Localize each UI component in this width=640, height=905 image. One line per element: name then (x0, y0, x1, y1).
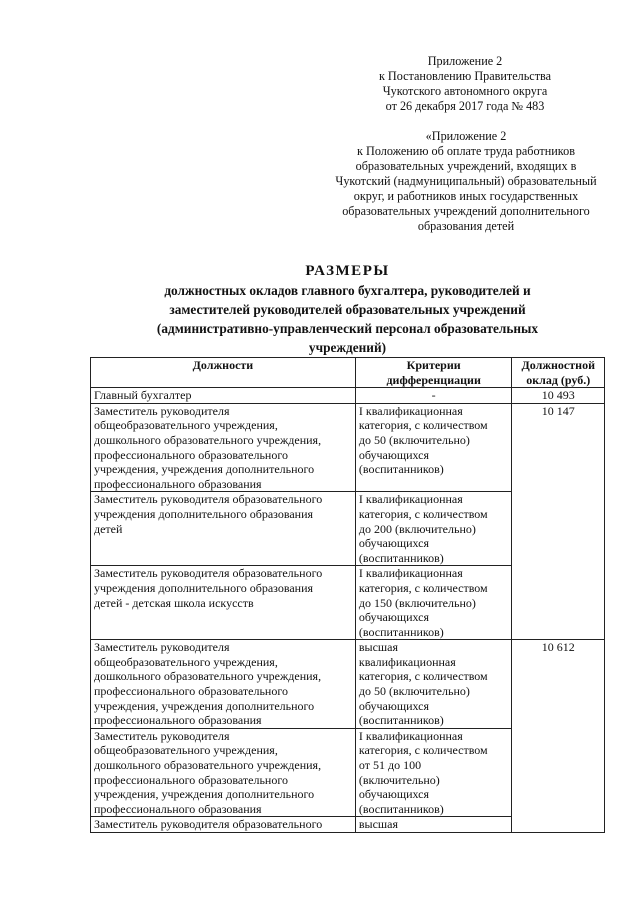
position-line: Заместитель руководителя (94, 403, 230, 418)
salary-cell: 10 147 (512, 403, 605, 640)
salary-table (90, 357, 605, 833)
appendix-original-line: к Положению об оплате труда работников (357, 144, 575, 158)
table-row (91, 403, 605, 492)
criteria-line: до 50 (включительно) (358, 432, 470, 447)
position-line: общеобразовательного учреждения, (94, 418, 278, 433)
criteria-cell (355, 566, 512, 640)
criteria-line: (воспитанников) (358, 550, 444, 565)
position-line: учреждения, учреждения дополнительного (94, 698, 315, 713)
criteria-line: (включительно) (358, 772, 440, 787)
position-line: Заместитель руководителя (94, 640, 230, 655)
criteria-line: (воспитанников) (358, 713, 444, 728)
position-line: профессионального образовательного (94, 684, 288, 699)
criteria-line: обучающихся (358, 610, 430, 625)
position-line: учреждения, учреждения дополнительного (94, 787, 315, 802)
criteria-cell (355, 403, 512, 492)
title-subtitle-line: заместителей руководителей образовательных учреждений (169, 302, 526, 317)
appendix-header (330, 54, 600, 114)
appendix-line: Приложение 2 (427, 54, 503, 68)
header-position: Должности (91, 358, 356, 388)
appendix-original-header (318, 129, 614, 234)
position-cell (91, 817, 356, 833)
criteria-line: обучающихся (358, 447, 430, 462)
criteria-line: высшая (358, 817, 399, 832)
table-row (91, 640, 605, 729)
appendix-original-line: «Приложение 2 (425, 129, 507, 143)
criteria-line: до 50 (включительно) (358, 684, 470, 699)
criteria-line: I квалификационная (358, 492, 463, 507)
criteria-line: - (431, 388, 436, 403)
criteria-cell (355, 388, 512, 404)
criteria-line: категория, с количеством (358, 580, 488, 595)
criteria-line: до 200 (включительно) (358, 521, 476, 536)
position-line: профессионального образовательного (94, 772, 288, 787)
position-line: Главный бухгалтер (94, 388, 192, 403)
appendix-original-line: Чукотский (надмуниципальный) образовательный (335, 174, 597, 188)
title-heading: РАЗМЕРЫ (305, 263, 390, 279)
criteria-line: обучающихся (358, 787, 430, 802)
criteria-line: (воспитанников) (358, 462, 444, 477)
position-line: учреждения дополнительного образования (94, 580, 314, 595)
criteria-line: I квалификационная (358, 403, 463, 418)
criteria-cell (355, 640, 512, 729)
position-cell (91, 388, 356, 404)
salary-cell: 10 612 (512, 640, 605, 833)
criteria-line: категория, с количеством (358, 743, 488, 758)
title-subtitle-line: учреждений) (308, 340, 387, 355)
position-cell (91, 640, 356, 729)
position-line: профессионального образования (94, 801, 262, 816)
position-line: детей - детская школа искусств (94, 595, 254, 610)
header-salary: Должностной оклад (руб.) (512, 358, 605, 388)
criteria-line: обучающихся (358, 536, 430, 551)
position-line: детей (94, 521, 123, 536)
position-line: профессионального образовательного (94, 447, 288, 462)
criteria-line: I квалификационная (358, 728, 463, 743)
table-header-row (91, 358, 605, 388)
criteria-line: категория, с количеством (358, 506, 488, 521)
criteria-line: категория, с количеством (358, 669, 488, 684)
position-line: общеобразовательного учреждения, (94, 743, 278, 758)
criteria-line: высшая (358, 640, 399, 655)
position-line: учреждения дополнительного образования (94, 506, 314, 521)
position-line: дошкольного образовательного учреждения, (94, 669, 322, 684)
criteria-cell (355, 728, 512, 817)
criteria-line: обучающихся (358, 698, 430, 713)
appendix-line: от 26 декабря 2017 года № 483 (385, 99, 545, 113)
position-cell (91, 403, 356, 492)
position-cell (91, 566, 356, 640)
header-criteria: Критерии дифференциации (355, 358, 512, 388)
position-line: учреждения, учреждения дополнительного (94, 462, 315, 477)
appendix-line: к Постановлению Правительства (378, 69, 552, 83)
appendix-original-line: образовательных учреждений дополнительного (342, 204, 590, 218)
criteria-line: квалификационная (358, 654, 456, 669)
position-line: профессионального образования (94, 713, 262, 728)
position-line: дошкольного образовательного учреждения, (94, 432, 322, 447)
position-line: Заместитель руководителя (94, 728, 230, 743)
criteria-line: (воспитанников) (358, 801, 444, 816)
criteria-line: I квалификационная (358, 566, 463, 581)
title-subtitle-line: (административно-управленческий персонал образовательных (156, 321, 539, 336)
position-line: Заместитель руководителя образовательного (94, 817, 323, 832)
appendix-line: Чукотского автономного округа (382, 84, 548, 98)
salary-cell: 10 493 (512, 388, 605, 404)
position-line: профессионального образования (94, 476, 262, 491)
criteria-line: от 51 до 100 (358, 758, 422, 773)
appendix-original-line: образовательных учреждений, входящих в (355, 159, 577, 173)
appendix-original-line: округ, и работников иных государственных (353, 189, 579, 203)
criteria-line: (воспитанников) (358, 624, 444, 639)
table-row (91, 388, 605, 404)
position-line: Заместитель руководителя образовательного (94, 492, 323, 507)
position-line: дошкольного образовательного учреждения, (94, 758, 322, 773)
appendix-original-line: образования детей (417, 219, 515, 233)
document-title (90, 262, 605, 357)
position-line: Заместитель руководителя образовательного (94, 566, 323, 581)
position-cell (91, 492, 356, 566)
criteria-cell (355, 817, 512, 833)
criteria-cell (355, 492, 512, 566)
criteria-line: до 150 (включительно) (358, 595, 476, 610)
title-subtitle-line: должностных окладов главного бухгалтера, руководителей и (164, 283, 531, 298)
position-cell (91, 728, 356, 817)
criteria-line: категория, с количеством (358, 418, 488, 433)
position-line: общеобразовательного учреждения, (94, 654, 278, 669)
